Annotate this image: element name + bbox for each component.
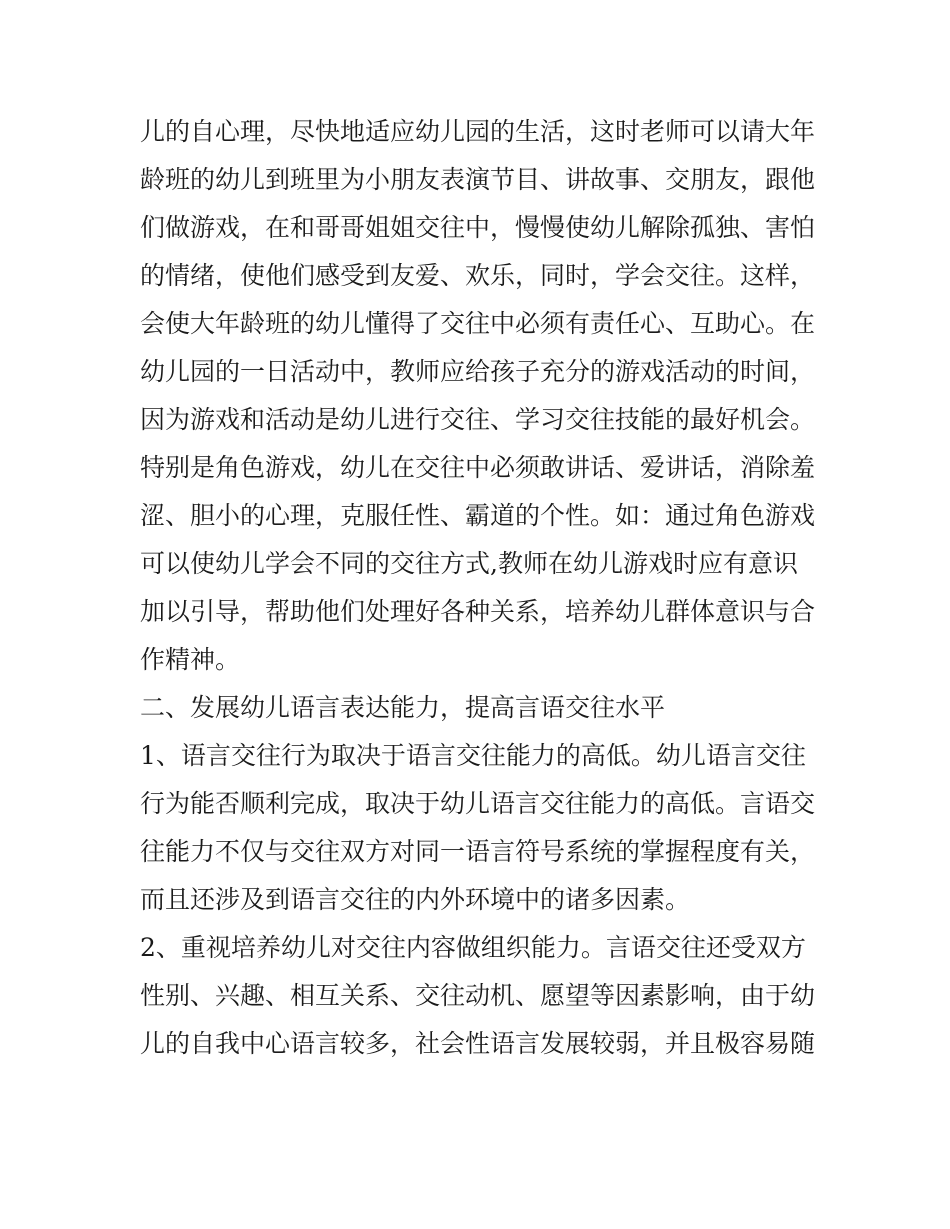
text-line: 儿的自心理，尽快地适应幼儿园的生活，这时老师可以请大年 — [140, 117, 816, 146]
text-line: 龄班的幼儿到班里为小朋友表演节目、讲故事、交朋友，跟他 — [140, 165, 816, 194]
text-line: 会使大年龄班的幼儿懂得了交往中必须有责任心、互助心。在 — [140, 309, 816, 338]
text-line: 的情绪，使他们感受到友爱、欢乐，同时，学会交往。这样， — [140, 261, 816, 290]
text-line: 行为能否顺利完成，取决于幼儿语言交往能力的高低。言语交 — [140, 789, 816, 818]
text-line: 因为游戏和活动是幼儿进行交往、学习交往技能的最好机会。 — [140, 405, 816, 434]
text-line: 1、语言交往行为取决于语言交往能力的高低。幼儿语言交往 — [140, 741, 806, 770]
text-line: 涩、胆小的心理，克服任性、霸道的个性。如：通过角色游戏 — [140, 501, 816, 530]
text-line: 加以引导，帮助他们处理好各种关系，培养幼儿群体意识与合 — [140, 597, 816, 626]
section-heading: 二、发展幼儿语言表达能力，提高言语交往水平 — [140, 693, 666, 722]
text-line: 可以使幼儿学会不同的交往方式,教师在幼儿游戏时应有意识 — [140, 549, 798, 578]
text-line: 2、重视培养幼儿对交往内容做组织能力。言语交往还受双方 — [140, 933, 806, 962]
text-line: 而且还涉及到语言交往的内外环境中的诸多因素。 — [140, 885, 691, 914]
text-line: 作精神。 — [140, 645, 241, 674]
text-line: 往能力不仅与交往双方对同一语言符号系统的掌握程度有关， — [140, 837, 816, 866]
text-line: 特别是角色游戏，幼儿在交往中必须敢讲话、爱讲话，消除羞 — [140, 453, 816, 482]
text-line: 们做游戏，在和哥哥姐姐交往中，慢慢使幼儿解除孤独、害怕 — [140, 213, 816, 242]
text-line: 幼儿园的一日活动中，教师应给孩子充分的游戏活动的时间， — [140, 357, 816, 386]
text-line: 性别、兴趣、相互关系、交往动机、愿望等因素影响，由于幼 — [140, 981, 816, 1010]
text-line: 儿的自我中心语言较多，社会性语言发展较弱，并且极容易随 — [140, 1029, 816, 1058]
body-text — [140, 108, 830, 1068]
